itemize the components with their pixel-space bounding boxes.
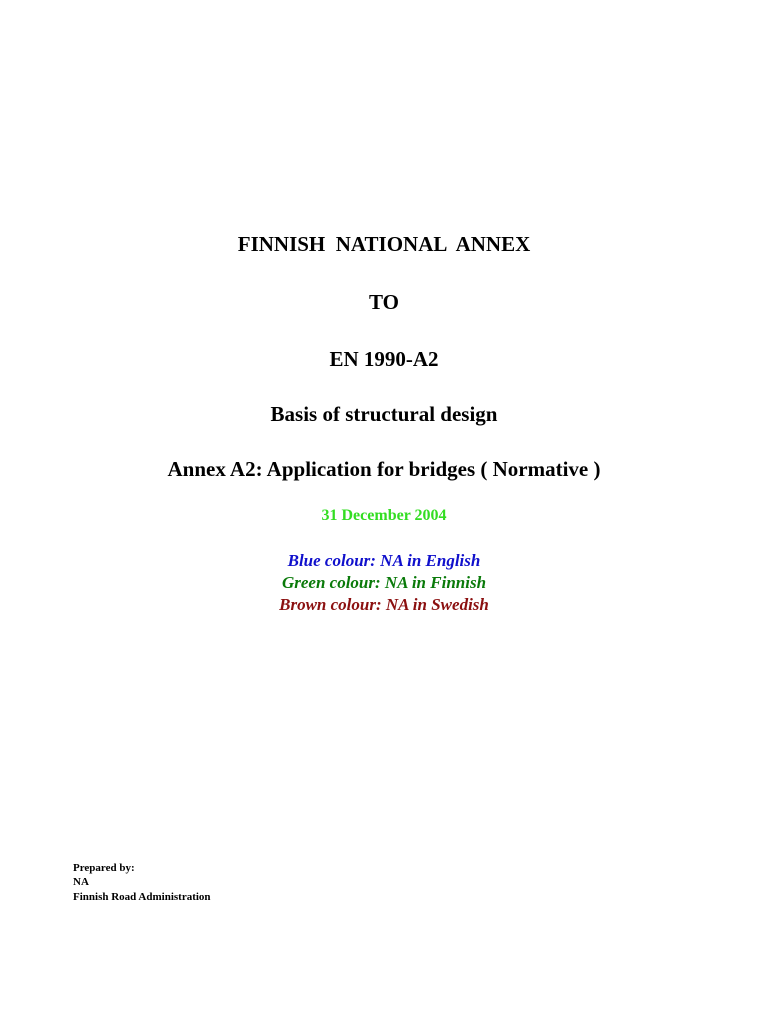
title-connector: TO xyxy=(369,290,399,314)
document-date: 31 December 2004 xyxy=(321,507,447,524)
prepared-by-label: Prepared by: xyxy=(73,862,135,874)
legend-blue: Blue colour: NA in English xyxy=(287,551,481,570)
document-subject: Basis of structural design xyxy=(270,402,498,426)
prepared-by-name: NA xyxy=(73,876,89,888)
legend-green: Green colour: NA in Finnish xyxy=(281,573,487,592)
standard-code: EN 1990-A2 xyxy=(329,347,439,371)
prepared-by-organization: Finnish Road Administration xyxy=(73,891,211,903)
annex-title: Annex A2: Application for bridges ( Normative ) xyxy=(167,457,601,481)
document-title: FINNISH NATIONAL ANNEX xyxy=(237,232,531,256)
legend-brown: Brown colour: NA in Swedish xyxy=(279,595,489,614)
